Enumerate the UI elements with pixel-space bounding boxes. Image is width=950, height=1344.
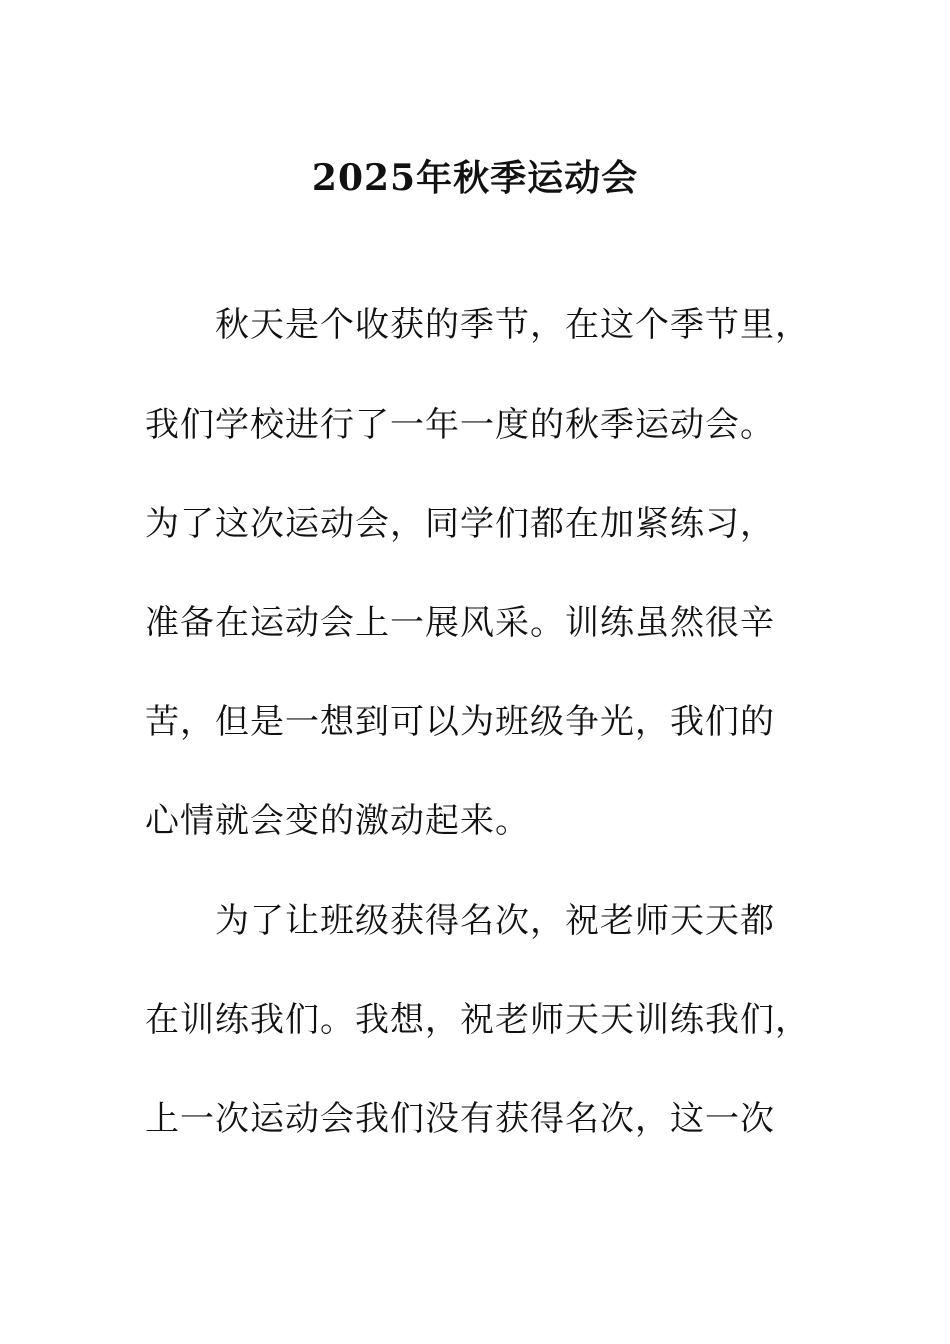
document-title: 2025年秋季运动会 xyxy=(311,157,639,200)
paragraph-1-line-4: 准备在运动会上一展风采。训练虽然很辛 xyxy=(145,603,775,643)
paragraph-1-line-3: 为了这次运动会，同学们都在加紧练习， xyxy=(145,504,775,544)
paragraph-1-line-5: 苦，但是一想到可以为班级争光，我们的 xyxy=(145,702,775,742)
paragraph-2-line-2: 在训练我们。我想，祝老师天天训练我们， xyxy=(145,1000,810,1040)
paragraph-1-line-1: 秋天是个收获的季节，在这个季节里， xyxy=(215,305,810,345)
paragraph-1-line-2: 我们学校进行了一年一度的秋季运动会。 xyxy=(145,405,775,445)
paragraph-1-line-6: 心情就会变的激动起来。 xyxy=(145,801,530,841)
paragraph-2-line-1: 为了让班级获得名次，祝老师天天都 xyxy=(215,901,775,941)
paragraph-2-line-3: 上一次运动会我们没有获得名次，这一次 xyxy=(145,1099,775,1139)
